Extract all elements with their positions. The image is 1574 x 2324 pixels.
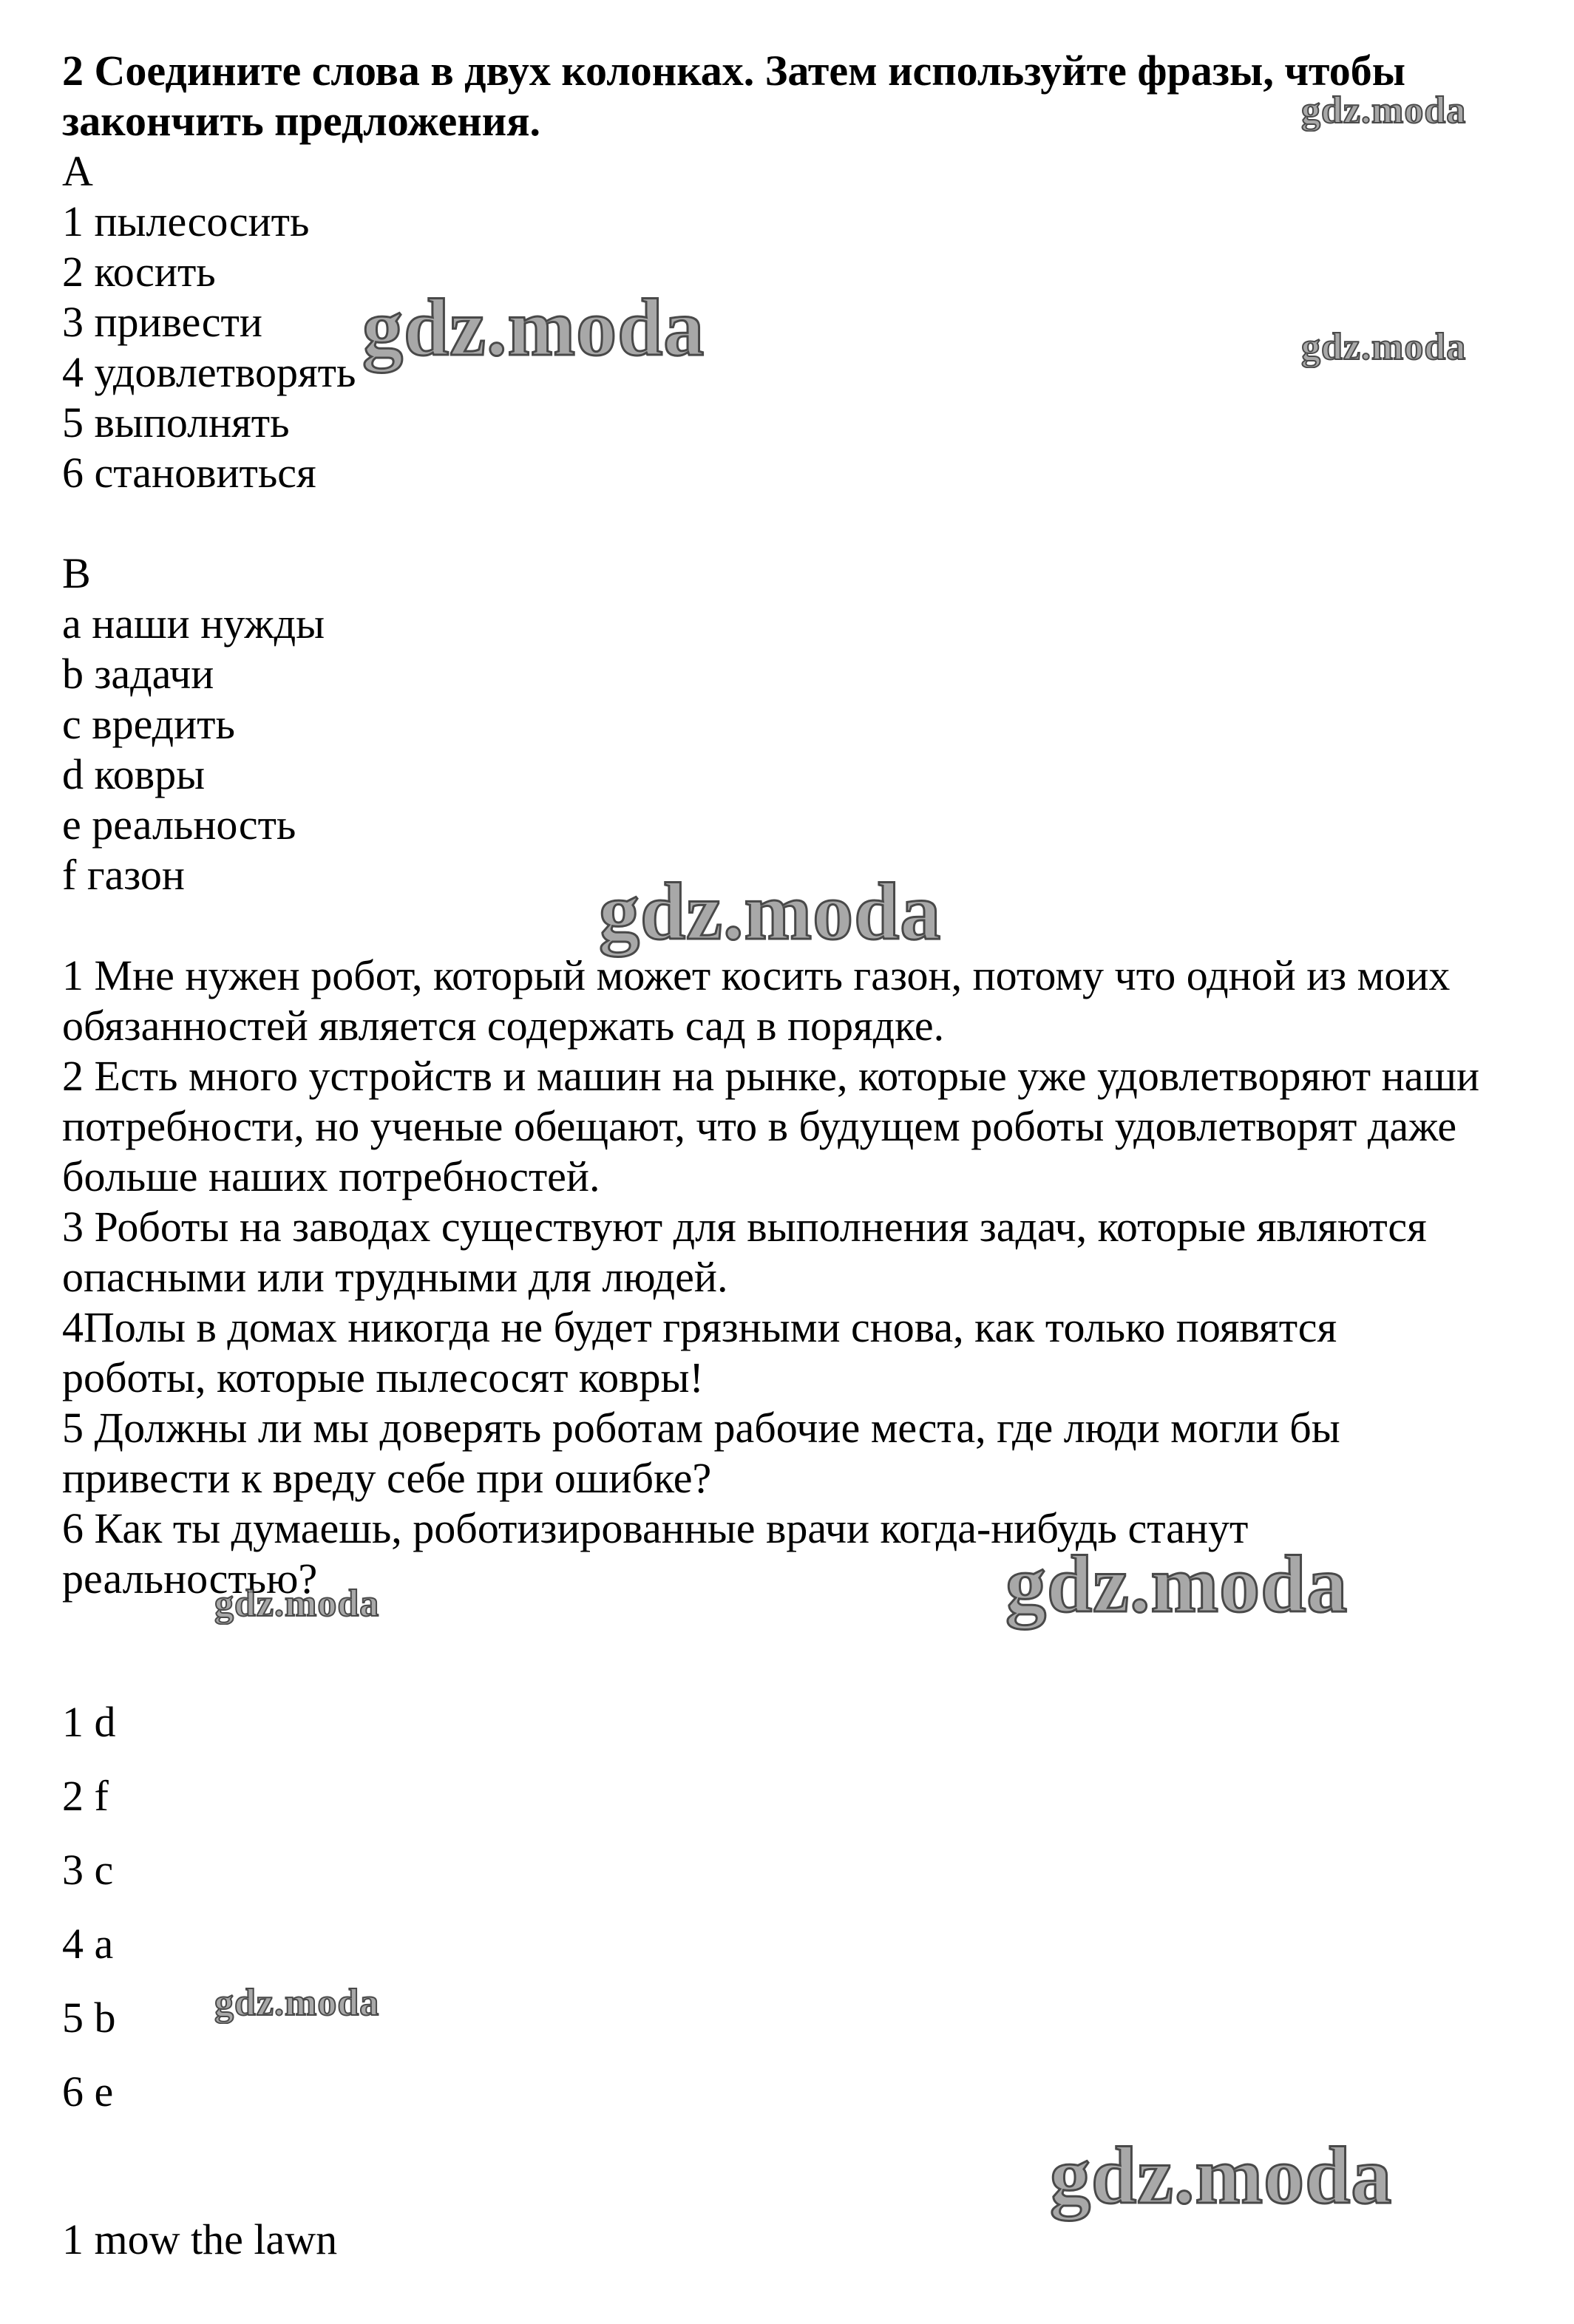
final-answer: 1 mow the lawn [62, 2215, 338, 2263]
answer-item: 6 e [62, 2068, 114, 2116]
sentence-line: потребности, но ученые обещают, что в будущем роботы удовлетворят даже [62, 1102, 1457, 1150]
task-title-line-1: 2 Соедините слова в двух колонках. Затем используйте фразы, чтобы [62, 47, 1406, 95]
column-a-item: 3 привести [62, 298, 262, 346]
watermark: gdz.moda [1050, 2130, 1393, 2221]
column-a-item: 1 пылесосить [62, 197, 310, 245]
watermark: gdz.moda [362, 282, 705, 373]
watermark: gdz.moda [1301, 89, 1467, 132]
answer-item: 3 c [62, 1846, 114, 1894]
sentence-line: больше наших потребностей. [62, 1152, 600, 1200]
answer-item: 1 d [62, 1698, 116, 1746]
watermark: gdz.moda [1005, 1539, 1349, 1629]
column-b-item: f газон [62, 851, 185, 899]
sentence-line: опасными или трудными для людей. [62, 1253, 728, 1301]
column-b-item: e реальность [62, 801, 296, 849]
sentence-line: 2 Есть много устройств и машин на рынке, которые уже удовлетворяют наши [62, 1052, 1480, 1100]
sentence-line: реальностью? [62, 1555, 318, 1603]
sentence-line: 3 Роботы на заводах существуют для выполнения задач, которые являются [62, 1203, 1427, 1251]
answer-item: 2 f [62, 1772, 109, 1820]
column-b-item: a наши нужды [62, 599, 325, 648]
watermark: gdz.moda [214, 1583, 380, 1625]
task-title-line-2: закончить предложения. [62, 97, 541, 145]
watermark: gdz.moda [599, 866, 942, 957]
column-b-heading: B [62, 549, 91, 597]
column-b-item: b задачи [62, 650, 214, 698]
column-a-item: 6 становиться [62, 449, 316, 497]
watermark: gdz.moda [1301, 326, 1467, 368]
sentence-line: 5 Должны ли мы доверять роботам рабочие места, где люди могли бы [62, 1404, 1340, 1452]
sentence-line: 6 Как ты думаешь, роботизированные врачи когда-нибудь станут [62, 1504, 1249, 1552]
sentence-line: привести к вреду себе при ошибке? [62, 1454, 712, 1502]
column-b-item: d ковры [62, 750, 206, 798]
sentence-line: роботы, которые пылесосят ковры! [62, 1353, 704, 1401]
column-a-item: 2 косить [62, 248, 216, 296]
column-a-heading: A [62, 147, 93, 195]
answer-item: 4 a [62, 1920, 114, 1968]
column-a-item: 5 выполнять [62, 398, 290, 446]
sentence-line: обязанностей является содержать сад в порядке. [62, 1002, 945, 1050]
sentence-line: 4Полы в домах никогда не будет грязными снова, как только появятся [62, 1303, 1337, 1351]
watermark: gdz.moda [214, 1982, 380, 2024]
column-a-item: 4 удовлетворять [62, 348, 356, 396]
column-b-item: c вредить [62, 700, 235, 748]
answer-item: 5 b [62, 1994, 116, 2042]
sentence-line: 1 Мне нужен робот, который может косить газон, потому что одной из моих [62, 951, 1451, 999]
